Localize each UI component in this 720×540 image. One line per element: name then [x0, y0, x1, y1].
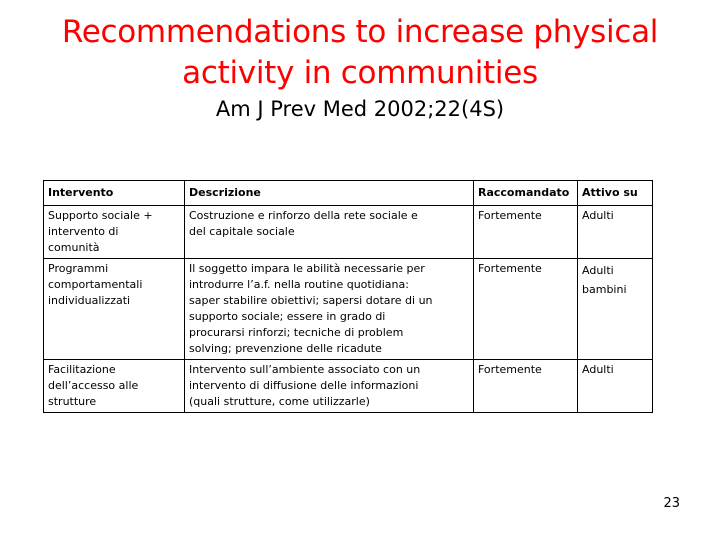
cell-line: comunità [48, 241, 100, 254]
header-intervento: Intervento [44, 181, 185, 206]
cell-line: individualizzati [48, 294, 131, 307]
recommendations-table [43, 180, 653, 413]
cell-line: comportamentali [48, 278, 143, 291]
cell-attivo-su [578, 360, 653, 413]
cell-line: strutture [48, 395, 97, 408]
slide-title-line-2: activity in communities [182, 55, 538, 91]
cell-line: dell’accesso alle [48, 379, 139, 392]
cell-raccomandato: Fortemente [474, 259, 578, 360]
cell-line: Adulti [582, 209, 614, 222]
slide-title [0, 12, 720, 94]
cell-descrizione [185, 259, 474, 360]
cell-line: Programmi [48, 262, 109, 275]
page-number: 23 [663, 496, 680, 511]
slide-subtitle: Am J Prev Med 2002;22(4S) [215, 97, 505, 121]
cell-intervento [44, 360, 185, 413]
cell-descrizione [185, 206, 474, 259]
cell-line: bambini [582, 283, 627, 296]
cell-line: (quali strutture, come utilizzarle) [189, 395, 370, 408]
cell-attivo-su [578, 259, 653, 360]
cell-line: Supporto sociale + [48, 209, 153, 222]
cell-attivo-su [578, 206, 653, 259]
table-header-row [44, 181, 653, 206]
cell-intervento [44, 206, 185, 259]
cell-line: Il soggetto impara le abilità necessarie per [189, 262, 425, 275]
cell-line: saper stabilire obiettivi; sapersi dotare di un [189, 294, 433, 307]
cell-line: introdurre l’a.f. nella routine quotidiana: [189, 278, 409, 291]
cell-line: Intervento sull’ambiente associato con un [189, 363, 421, 376]
cell-raccomandato: Fortemente [474, 360, 578, 413]
table-row [44, 259, 653, 360]
cell-line: intervento di diffusione delle informazioni [189, 379, 419, 392]
slide-title-line-1: Recommendations to increase physical [61, 14, 659, 50]
header-descrizione: Descrizione [185, 181, 474, 206]
cell-descrizione [185, 360, 474, 413]
table-row [44, 360, 653, 413]
table-row [44, 206, 653, 259]
cell-line: del capitale sociale [189, 225, 295, 238]
cell-line: solving; prevenzione delle ricadute [189, 342, 382, 355]
cell-line: Facilitazione [48, 363, 116, 376]
cell-intervento [44, 259, 185, 360]
header-attivo-su: Attivo su [578, 181, 653, 206]
cell-line: Costruzione e rinforzo della rete sociale e [189, 209, 418, 222]
cell-line: supporto sociale; essere in grado di [189, 310, 386, 323]
cell-line: Adulti [582, 363, 614, 376]
cell-line: Adulti [582, 264, 614, 277]
header-raccomandato: Raccomandato [474, 181, 578, 206]
cell-line: intervento di [48, 225, 119, 238]
cell-raccomandato: Fortemente [474, 206, 578, 259]
cell-line: procurarsi rinforzi; tecniche di problem [189, 326, 404, 339]
